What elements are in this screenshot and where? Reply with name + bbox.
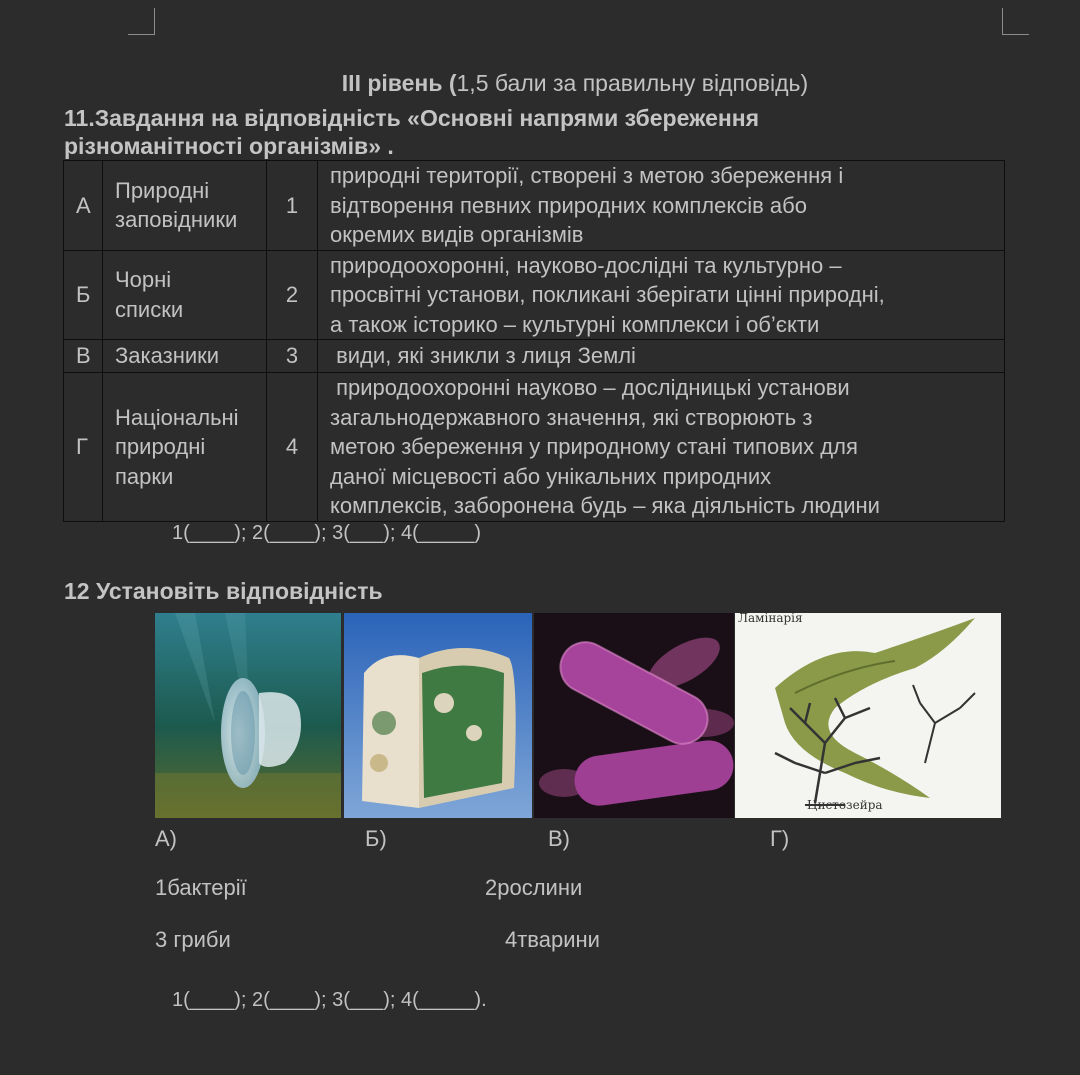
option-fungi: 3 гриби — [155, 927, 231, 952]
row-number: 3 — [267, 340, 318, 373]
row-letter: Г — [64, 373, 103, 522]
desc-line: а також історико – культурні комплекси і об’єкти — [330, 311, 820, 337]
row-name-line: списки — [115, 296, 184, 322]
option-plants: 2рослини — [485, 875, 583, 900]
bacteria-image — [534, 613, 734, 818]
row-name — [103, 340, 267, 373]
row-name-line: Природні — [115, 177, 210, 203]
desc-line: загальнодержавного значення, які створюють з — [330, 404, 813, 430]
image-label-a: А) — [155, 826, 177, 851]
task11-title-line: 11.Завдання на відповідність «Основні напрями збереження — [64, 105, 760, 131]
row-description — [318, 250, 1005, 340]
desc-line: відтворення певних природних комплексів або — [330, 192, 808, 218]
row-name-line: Чорні — [115, 267, 172, 293]
level-heading — [0, 70, 1080, 97]
moldy-bread-image — [344, 613, 532, 818]
desc-line: метою збереження у природному стані типових для — [330, 434, 858, 459]
row-name-line: природні — [115, 434, 206, 459]
image-label-g: Г) — [770, 826, 790, 851]
row-description — [318, 161, 1005, 251]
row-letter: Б — [64, 250, 103, 340]
row-description — [318, 373, 1005, 522]
desc-line: комплексів, заборонена будь – яка діяльність людини — [330, 493, 880, 518]
level-heading-bold: ІІІ рівень ( — [341, 70, 457, 96]
task11-title — [64, 104, 964, 160]
row-letter: В — [64, 340, 103, 373]
table-row — [64, 250, 1005, 340]
table-row — [64, 373, 1005, 522]
row-description — [318, 340, 1005, 373]
desc-line: природоохоронні, науково-дослідні та культурно – — [330, 252, 842, 278]
image-label-b: Б) — [365, 826, 387, 851]
row-name-line: Заказники — [115, 343, 220, 369]
option-animals: 4тварини — [505, 927, 600, 952]
table-row — [64, 340, 1005, 373]
jellyfish-image — [155, 613, 341, 818]
desc-line: окремих видів організмів — [330, 222, 584, 247]
task12-answer-line: 1(____); 2(____); 3(___); 4(_____). — [172, 989, 487, 1011]
task11-answer-line: 1(____); 2(____); 3(___); 4(_____) — [172, 522, 482, 544]
row-letter: А — [64, 161, 103, 251]
row-number: 4 — [267, 373, 318, 522]
task12-title: 12 Установіть відповідність — [64, 578, 383, 604]
row-number: 2 — [267, 250, 318, 340]
row-name-line: Національні — [115, 404, 239, 430]
option-bacteria: 1бактерії — [155, 875, 247, 900]
algae-image — [735, 613, 1001, 818]
matching-table — [63, 160, 1005, 522]
image-label-v: В) — [548, 826, 570, 851]
algae-caption-top: Ламінарія — [738, 613, 803, 625]
desc-line: природоохоронні науково – дослідницькі установи — [330, 375, 850, 400]
row-name — [103, 161, 267, 251]
task11-title-line: різноманітності організмів» . — [64, 133, 394, 159]
row-name-line: заповідники — [115, 207, 238, 233]
desc-line: даної місцевості або унікальних природних — [330, 463, 772, 489]
row-name-line: парки — [115, 463, 174, 489]
table-row — [64, 161, 1005, 251]
page-corner-mark-left — [128, 8, 155, 35]
desc-line: просвітні установи, покликані зберігати цінні природні, — [330, 282, 885, 307]
desc-line: природні території, створені з метою збереження і — [330, 163, 844, 188]
page-corner-mark-right — [1002, 8, 1029, 35]
row-name — [103, 250, 267, 340]
desc-line: види, які зникли з лиця Землі — [330, 343, 636, 369]
row-name — [103, 373, 267, 522]
level-heading-points: 1,5 бали за правильну відповідь) — [456, 70, 809, 96]
row-number: 1 — [267, 161, 318, 251]
algae-caption-bottom: Цистозейра — [807, 798, 883, 812]
